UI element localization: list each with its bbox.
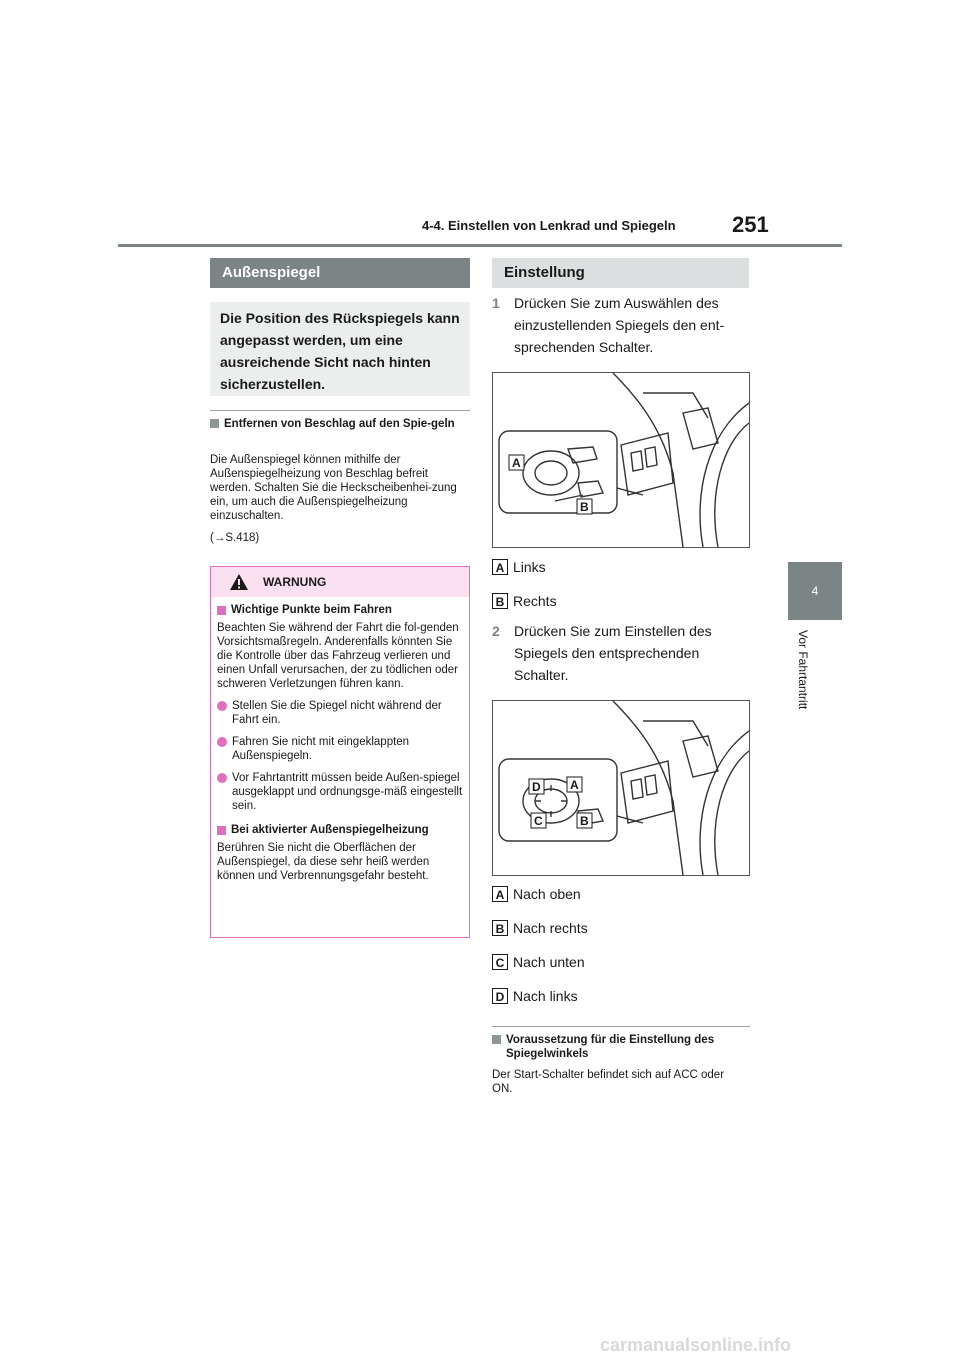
- step-2: [492, 620, 750, 686]
- dashboard-illustration: [493, 701, 749, 875]
- section-title-aussenspiegel: Außenspiegel: [210, 258, 470, 288]
- warning-bullet: [217, 735, 463, 763]
- legend-row: [492, 557, 750, 577]
- dashboard-illustration: [493, 373, 749, 547]
- warning-box: [210, 566, 470, 938]
- square-bullet-icon: [217, 826, 226, 835]
- side-tab: 4: [788, 562, 842, 620]
- warning-bullet-text: Vor Fahrtantritt müssen beide Außen-spiegel ausgeklappt und ordnungsge-mäß eingestellt sein.: [232, 772, 463, 812]
- step-1: [492, 292, 750, 358]
- page-number: 251: [732, 212, 769, 237]
- legend-row: [492, 591, 750, 611]
- legend-letter: D: [492, 988, 508, 1004]
- step-number: 1: [492, 295, 500, 311]
- watermark: carmanualsonline.info: [600, 1335, 792, 1355]
- step-number: 2: [492, 623, 500, 639]
- subsection-title: Entfernen von Beschlag auf den Spie-geln: [224, 418, 455, 430]
- warning-sub1-text: Beachten Sie während der Fahrt die fol-genden Vorsichtsmaßregeln. Anderenfalls könnten Sie die Kontrolle über das Fahrzeug verlieren und einen Unfall verursachen, der zu tödlichen oder schweren Verletzungen führen kann.: [217, 622, 459, 690]
- subsection-heading: [492, 1033, 750, 1061]
- legend-text: Rechts: [513, 593, 557, 609]
- warning-sub2-title: Bei aktivierter Außenspiegelheizung: [231, 824, 429, 836]
- warning-label: WARNUNG: [263, 575, 327, 589]
- subsection-body: Der Start-Schalter befindet sich auf ACC oder ON.: [492, 1069, 725, 1095]
- legend-row: [492, 918, 750, 938]
- subsection-body: Die Außenspiegel können mithilfe der Außenspiegelheizung von Beschlag befreit werden. Schalten Sie die Heckscheibenhei-zung ein, um auch die Außenspiegelheizung einzuschalten.: [210, 454, 457, 522]
- legend-letter: C: [492, 954, 508, 970]
- callout-a: A: [512, 456, 521, 470]
- legend-letter: B: [492, 593, 508, 609]
- square-bullet-icon: [217, 606, 226, 615]
- callout-b: B: [580, 500, 589, 514]
- callout-a: A: [570, 778, 579, 792]
- legend-text: Nach rechts: [513, 920, 588, 936]
- side-label: Vor Fahrtantritt: [796, 630, 810, 710]
- subsection-heading: [210, 417, 470, 431]
- warning-bullet-text: Fahren Sie nicht mit eingeklappten Außenspiegeln.: [232, 736, 410, 762]
- warning-bullet: [217, 699, 463, 727]
- legend-text: Nach links: [513, 988, 578, 1004]
- figure2-legend: [492, 884, 750, 1006]
- warning-sub2-text: Berühren Sie nicht die Oberflächen der Außenspiegel, da diese sehr heiß werden können und Verbrennungsgefahr besteht.: [217, 842, 430, 882]
- figure1-legend: [492, 557, 750, 611]
- warning-sub2: [217, 823, 463, 837]
- bullet-dot-icon: [217, 773, 227, 783]
- chapter-title: 4-4. Einstellen von Lenkrad und Spiegeln: [422, 218, 676, 233]
- warning-sub1-title: Wichtige Punkte beim Fahren: [231, 604, 392, 616]
- square-bullet-icon: [210, 419, 219, 428]
- warning-sub1: [217, 603, 463, 617]
- legend-letter: A: [492, 559, 508, 575]
- divider: [210, 410, 470, 411]
- warning-bullet-text: Stellen Sie die Spiegel nicht während der Fahrt ein.: [232, 700, 442, 726]
- section-title-einstellung: Einstellung: [492, 258, 749, 288]
- legend-row: [492, 884, 750, 904]
- bullet-dot-icon: [217, 701, 227, 711]
- legend-row: [492, 952, 750, 972]
- warning-content: [211, 597, 469, 889]
- warning-header: [211, 567, 469, 597]
- square-bullet-icon: [492, 1035, 501, 1044]
- intro-box: Die Position des Rückspiegels kann angepasst werden, um eine ausreichende Sicht nach hinten sicherzustellen.: [210, 302, 470, 396]
- page-reference-link[interactable]: (→S.418): [210, 532, 260, 544]
- callout-c: C: [534, 814, 543, 828]
- legend-letter: B: [492, 920, 508, 936]
- legend-letter: A: [492, 886, 508, 902]
- legend-text: Links: [513, 559, 546, 575]
- step-text: Drücken Sie zum Auswählen des einzustellenden Spiegels den ent-sprechenden Schalter.: [514, 295, 725, 355]
- figure-mirror-adjust: [492, 700, 750, 876]
- divider: [492, 1026, 750, 1027]
- callout-d: D: [532, 780, 541, 794]
- warning-triangle-icon: [229, 573, 249, 591]
- header-rule: [118, 244, 842, 247]
- legend-text: Nach unten: [513, 954, 585, 970]
- warning-bullet: [217, 771, 463, 813]
- legend-text: Nach oben: [513, 886, 581, 902]
- callout-b: B: [580, 814, 589, 828]
- step-text: Drücken Sie zum Einstellen des Spiegels den entsprechenden Schalter.: [514, 623, 712, 683]
- figure-mirror-select: [492, 372, 750, 548]
- legend-row: [492, 986, 750, 1006]
- subsection-title: Voraussetzung für die Einstellung des Spiegelwinkels: [506, 1034, 715, 1060]
- bullet-dot-icon: [217, 737, 227, 747]
